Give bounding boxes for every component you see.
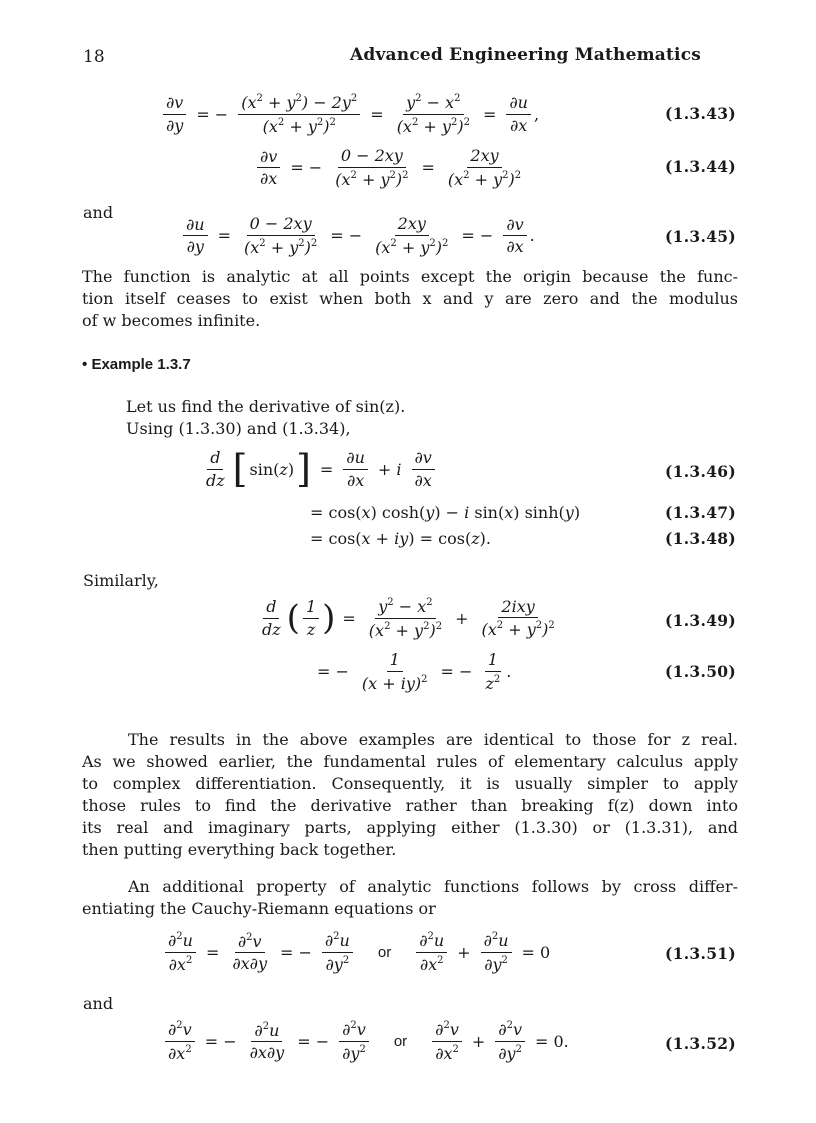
text-line: tion itself ceases to exist when both x and y are zero and the modulus [82, 289, 738, 308]
equation-1-3-49: $\frac{d}{dz}$ ( $\frac{1}{z}$ ) = $\frac{y^2 - x^2}{(x^2 + y^2)^2}$ + $\frac{\text{2ixy}}{(x^2 + y^2)^2}$ [262, 596, 555, 640]
text-line: of w becomes infinite. [82, 311, 261, 330]
paragraph-results [82, 729, 738, 861]
example-text: Let us find the derivative of sin(z). [126, 397, 406, 416]
equation-label: (1.3.47) [665, 503, 736, 522]
connector-word: or [377, 943, 392, 961]
example-title: Example 1.3.7 [91, 356, 191, 373]
equation-1-3-52: $\frac{\partial^2v}{\partial x^2}$ = − $\frac{\partial^2u}{\partial x\partial y}$ = − $\frac{\partial^2v}{\partial y^2}$ or $\frac{\partial^2v}{\partial x^2}$ + $\frac{\partial^2v}{\partial y^2}$ = 0. [162, 1020, 576, 1062]
equation-label: (1.3.45) [665, 227, 736, 246]
connector-word: or [393, 1032, 408, 1050]
connector-word: and [83, 203, 114, 222]
equation-1-3-51: $\frac{\partial^2u}{\partial x^2}$ = $\frac{\partial^2v}{\partial x\partial y}$ = − $\frac{\partial^2u}{\partial y^2}$ or $\frac{\partial^2u}{\partial x^2}$ + $\frac{\partial^2u}{\partial y^2}$ = 0 [162, 931, 557, 973]
page-number: 18 [83, 47, 105, 67]
equation-1-3-47: = cos(x) cosh(y) − i sin(x) sinh(y) [310, 503, 581, 522]
connector-word: Similarly, [83, 571, 159, 590]
bullet-icon: • [82, 356, 88, 373]
text-line: its real and imaginary parts, applying either (1.3.30) or (1.3.31), and [82, 818, 738, 837]
equation-label: (1.3.52) [665, 1034, 736, 1053]
equation-label: (1.3.43) [665, 104, 736, 123]
text-line: An additional property of analytic functions follows by cross differ- [128, 877, 738, 896]
example-heading [82, 356, 191, 373]
equation-label: (1.3.50) [665, 662, 736, 681]
equation-label: (1.3.44) [665, 157, 736, 176]
equation-1-3-46: $\frac{d}{dz}$ [ sin(z) ] = $\frac{\partial u}{\partial x}$ + i $\frac{\partial v}{\partial x}$ [200, 449, 438, 489]
text-line: The results in the above examples are identical to those for z real. [128, 730, 738, 749]
equation-label: (1.3.48) [665, 529, 736, 548]
equation-1-3-50: = − $\frac{1}{(x + iy)^2}$ = − $\frac{1}{z^2}$ . [317, 650, 512, 693]
text-line: those rules to find the derivative rather than breaking f(z) down into [82, 796, 738, 815]
text-line: then putting everything back together. [82, 840, 397, 859]
equation-1-3-48: = cos(x + iy) = cos(z). [310, 529, 491, 548]
equation-1-3-43: $\frac{\partial v}{\partial y}$ = − $\frac{(x^2 + y^2) - 2y^2}{(x^2 + y^2)^2}$ = $\frac{y^2 - x^2}{(x^2 + y^2)^2}$ = $\frac{\partial u}{\partial x}$ , [160, 93, 539, 135]
text-line: entiating the Cauchy-Riemann equations or [82, 899, 436, 918]
running-title: Advanced Engineering Mathematics [350, 45, 702, 65]
equation-1-3-44: $\frac{\partial v}{\partial x}$ = − $\frac{0 - 2xy}{(x^2 + y^2)^2}$ = $\frac{2xy}{(x^2 + y^2)^2}$ [254, 147, 527, 188]
text-line: The function is analytic at all points except the origin because the func- [82, 267, 738, 286]
equation-label: (1.3.46) [665, 462, 736, 481]
example-text: Using (1.3.30) and (1.3.34), [126, 419, 351, 438]
equation-label: (1.3.49) [665, 611, 736, 630]
text-line: to complex differentiation. Consequently, it is usually simpler to apply [82, 774, 738, 793]
text-line: As we showed earlier, the fundamental rules of elementary calculus apply [82, 752, 738, 771]
connector-word: and [83, 994, 114, 1013]
equation-label: (1.3.51) [665, 944, 736, 963]
paragraph-analytic [82, 266, 738, 332]
equation-1-3-45: $\frac{\partial u}{\partial y}$ = $\frac{0 - 2xy}{(x^2 + y^2)^2}$ = − $\frac{2xy}{(x^2 + y^2)^2}$ = − $\frac{\partial v}{\partial x}$ . [180, 215, 535, 256]
paragraph-additional [82, 876, 738, 920]
